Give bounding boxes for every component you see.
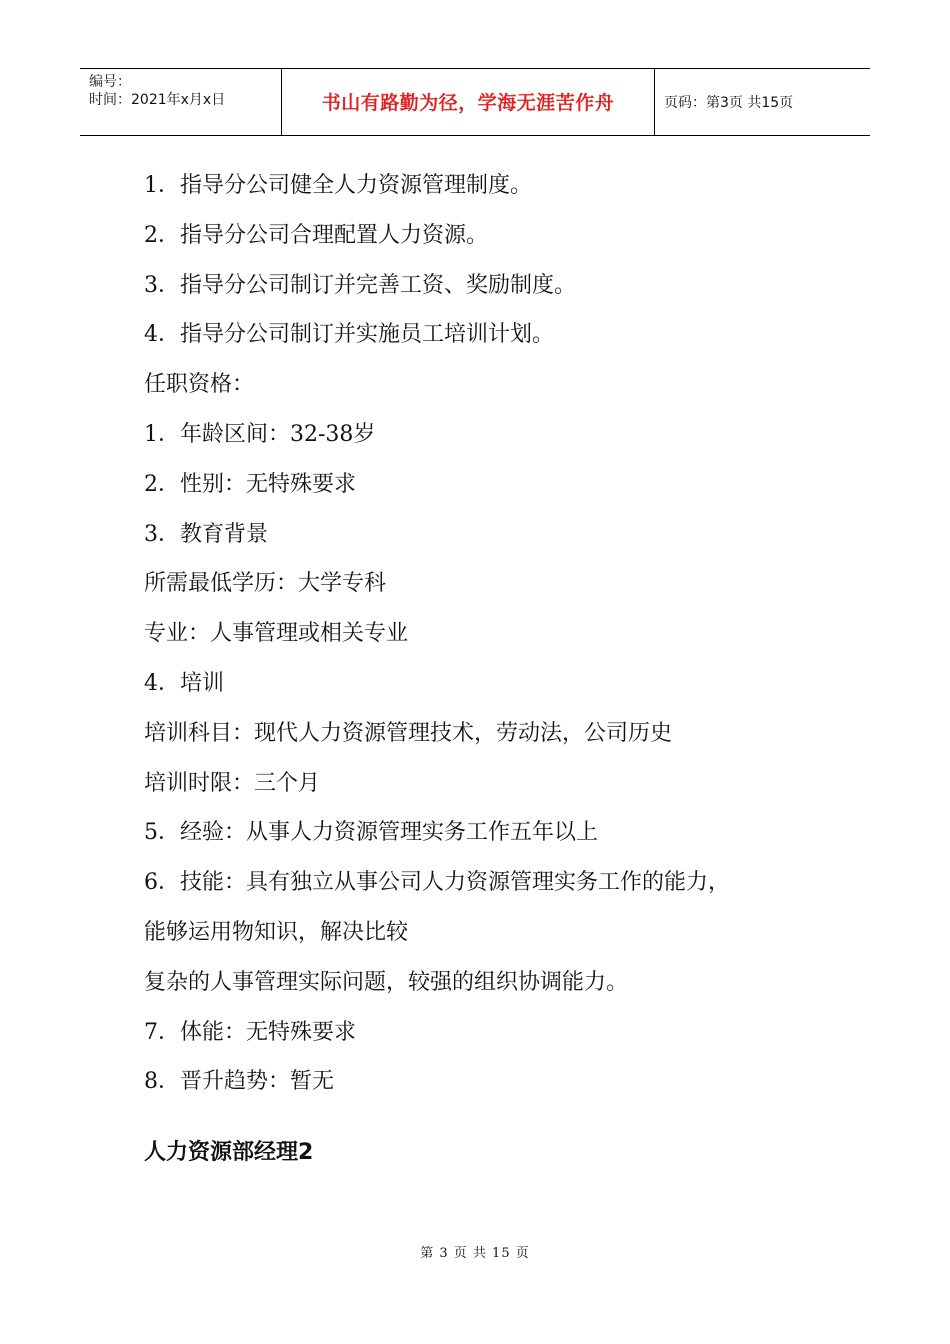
- body-line: 培训科目：现代人力资源管理技术，劳动法，公司历史: [144, 720, 673, 746]
- body-line: 6．技能：具有独立从事公司人力资源管理实务工作的能力，: [144, 870, 730, 896]
- page-footer: 第 3 页 共 15 页: [420, 1246, 530, 1261]
- body-line: 能够运用物知识，解决比较: [144, 919, 409, 945]
- body-line: 7．体能：无特殊要求: [144, 1019, 356, 1045]
- qualifications-heading: 任职资格：: [144, 372, 255, 398]
- body-line: 培训时限：三个月: [144, 770, 321, 796]
- body-line: 复杂的人事管理实际问题，较强的组织协调能力。: [144, 969, 629, 995]
- body-line: 所需最低学历：大学专科: [144, 571, 387, 597]
- body-line: 5．经验：从事人力资源管理实务工作五年以上: [144, 820, 598, 846]
- body-line: 3．指导分公司制订并完善工资、奖励制度。: [144, 272, 576, 298]
- body-line: 4．培训: [144, 670, 224, 696]
- body-line: 2．指导分公司合理配置人力资源。: [144, 222, 488, 248]
- page-header: [80, 68, 870, 136]
- document-body: [144, 168, 844, 1114]
- body-line: 4．指导分公司制订并实施员工培训计划。: [144, 322, 554, 348]
- document-number-label: 编号：: [89, 74, 131, 90]
- header-page-info: 页码：第3页 共15页: [664, 95, 794, 111]
- body-line: 1．指导分公司健全人力资源管理制度。: [144, 173, 532, 198]
- header-motto: 书山有路勤为径，学海无涯苦作舟: [282, 69, 655, 135]
- body-line: 3．教育背景: [144, 521, 268, 547]
- body-line: 8．晋升趋势：暂无: [144, 1069, 334, 1095]
- body-line: 2．性别：无特殊要求: [144, 471, 356, 497]
- header-meta-cell: [80, 69, 282, 135]
- section-heading: 人力资源部经理2: [144, 1140, 314, 1165]
- body-line: 1．年龄区间：32-38岁: [144, 421, 376, 447]
- document-date-label: 时间：2021年x月x日: [89, 92, 226, 108]
- body-line: 专业：人事管理或相关专业: [144, 621, 409, 647]
